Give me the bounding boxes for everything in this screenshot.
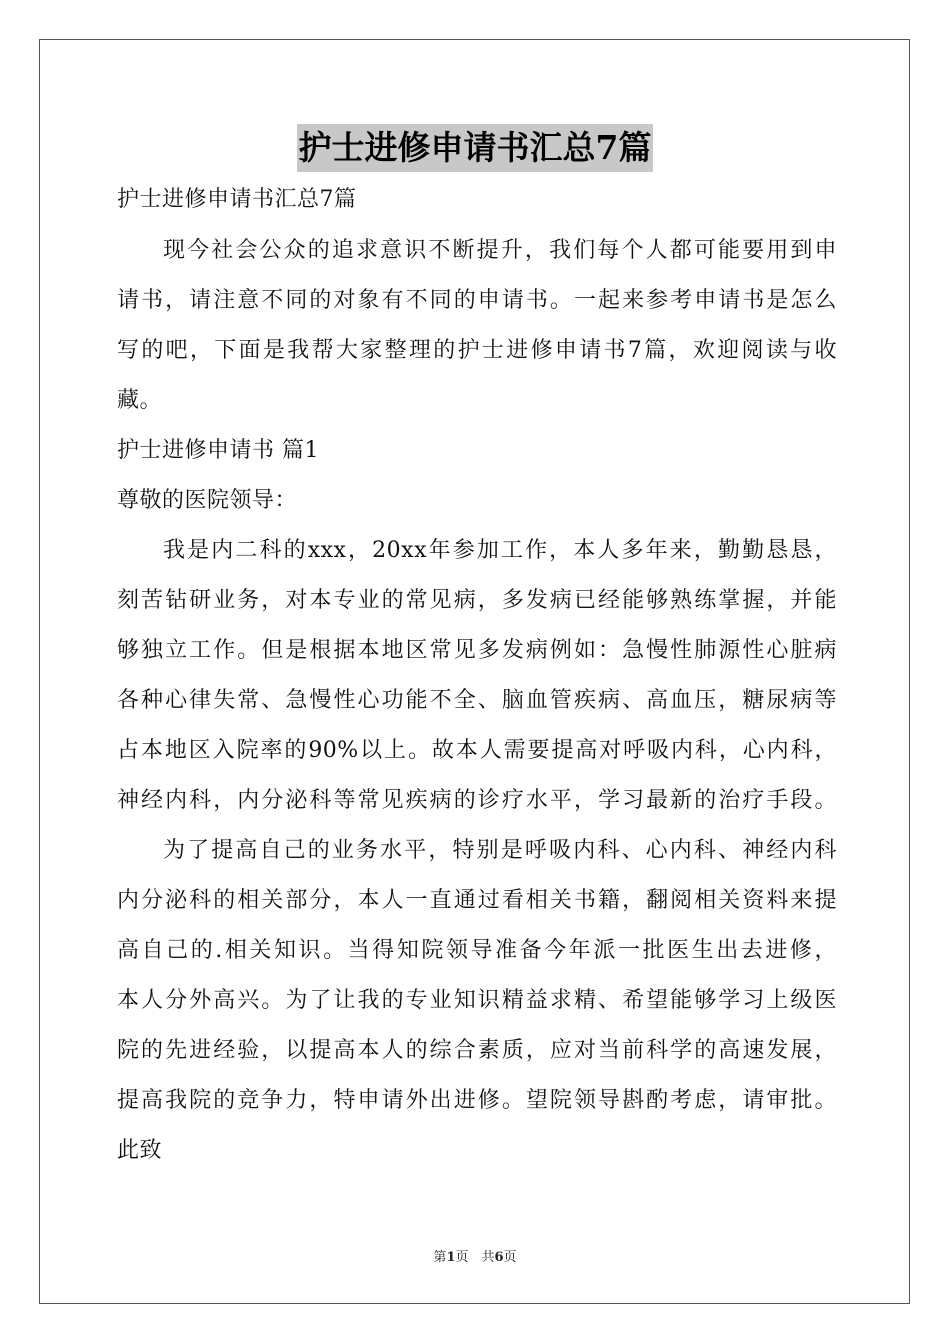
paragraph-line: 藏。 [117,388,163,413]
paragraph-line: 写的吧，下面是我帮大家整理的护士进修申请书7篇，欢迎阅读与收 [117,338,837,363]
paragraph-line: 提高我院的竞争力，特申请外出进修。望院领导斟酌考虑，请审批。 [117,1088,837,1113]
footer-current-page: 1 [446,1250,456,1265]
salutation: 尊敬的医院领导： [117,488,298,513]
footer-mid: 页 共 [455,1250,495,1265]
paragraph-line: 为了提高自己的业务水平，特别是呼吸内科、心内科、神经内科 [163,838,837,863]
paragraph-line: 内分泌科的相关部分，本人一直通过看相关书籍，翻阅相关资料来提 [117,888,837,913]
footer-suffix: 页 [503,1250,517,1265]
footer-prefix: 第 [433,1250,447,1265]
closing-line: 此致 [117,1138,163,1163]
paragraph-line: 我是内二科的xxx，20xx年参加工作，本人多年来，勤勤恳恳， [163,538,837,563]
paragraph-line: 够独立工作。但是根据本地区常见多发病例如：急慢性肺源性心脏病 [117,638,837,663]
paragraph-line: 高自己的.相关知识。当得知院领导准备今年派一批医生出去进修， [117,938,837,963]
document-title: 护士进修申请书汇总7篇 [297,124,654,172]
paragraph-line: 现今社会公众的追求意识不断提升，我们每个人都可能要用到申 [163,238,837,263]
paragraph-line: 本人分外高兴。为了让我的专业知识精益求精、希望能够学习上级医 [117,988,837,1013]
paragraph-line: 请书，请注意不同的对象有不同的申请书。一起来参考申请书是怎么 [117,288,837,313]
paragraph-line: 刻苦钻研业务，对本专业的常见病，多发病已经能够熟练掌握，并能 [117,588,837,613]
page-footer [0,1250,950,1266]
subtitle-line: 护士进修申请书汇总7篇 [117,187,357,212]
paragraph-line: 各种心律失常、急慢性心功能不全、脑血管疾病、高血压，糖尿病等 [117,688,837,713]
paragraph-line: 院的先进经验，以提高本人的综合素质，应对当前科学的高速发展， [117,1038,837,1063]
paragraph-line: 占本地区入院率的90%以上。故本人需要提高对呼吸内科，心内科， [117,738,837,763]
footer-total-pages: 6 [494,1250,504,1265]
paragraph-line: 神经内科，内分泌科等常见疾病的诊疗水平，学习最新的治疗手段。 [117,788,837,813]
title-container [0,124,950,172]
section-heading: 护士进修申请书 篇1 [117,438,319,463]
